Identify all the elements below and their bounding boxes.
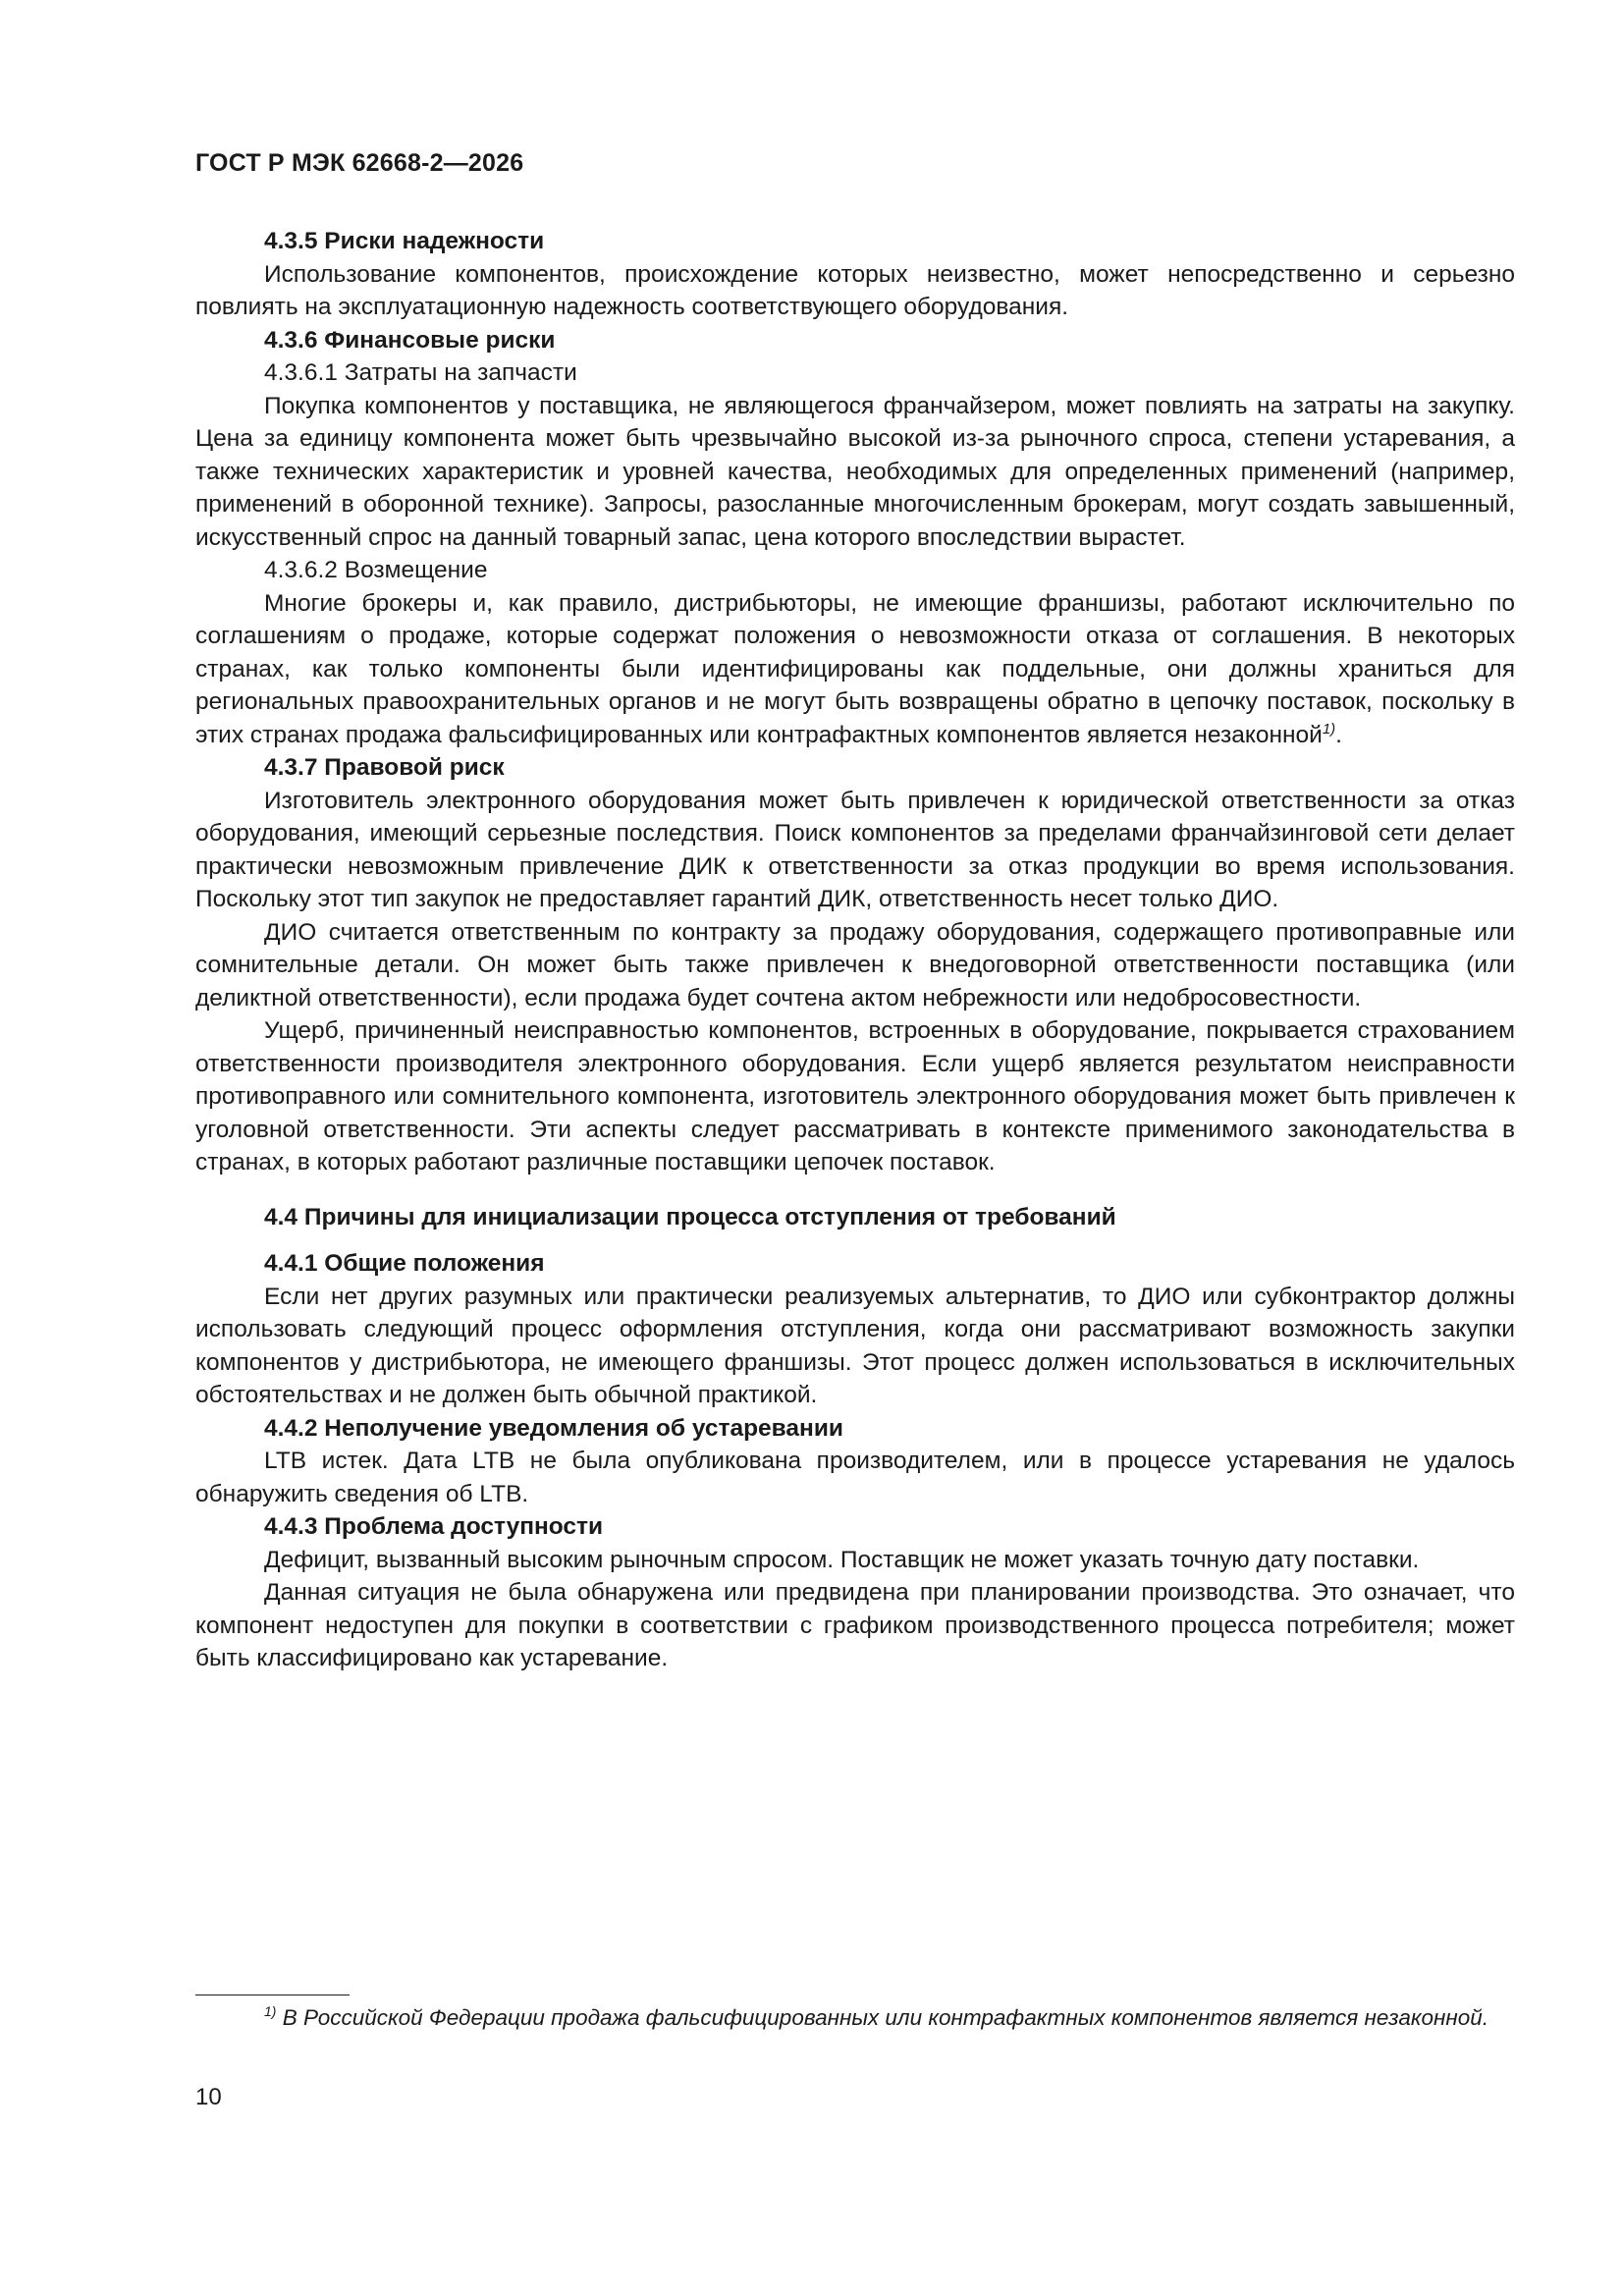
section-4-3-6-1-heading: 4.3.6.1 Затраты на запчасти: [264, 359, 577, 386]
page-number: 10: [195, 2084, 222, 2110]
section-4-4-3-paragraph-2: Данная ситуация не была обнаружена или предвидена при планировании производства. Это означает, что компонент недоступен для покупки в соответствии с графиком производственного процесса потребителя; может быть классифицировано как устаревание.: [195, 1579, 1515, 1671]
section-4-3-7-paragraph-1: Изготовитель электронного оборудования может быть привлечен к юридической ответственности за отказ оборудования, имеющий серьезные последствия. Поиск компонентов за пределами франчайзинговой сети делает практически невозможным привлечение ДИК к ответственности за отказ продукции во время использования. Поскольку этот тип закупок не предоставляет гарантий ДИК, ответственность несет только ДИО.: [195, 787, 1515, 912]
section-4-3-5-heading: 4.3.5 Риски надежности: [264, 228, 545, 254]
footnote-marker: 1): [264, 2003, 277, 2019]
section-4-3-6-2-text: Многие брокеры и, как правило, дистрибьюторы, не имеющие франшизы, работают исключительно по соглашениям о продаже, которые содержат положения о невозможности отказа от соглашения. В некоторых странах, как только компоненты были идентифицированы как поддельные, они должны храниться для региональных правоохранительных органов и не могут быть возвращены обратно в цепочку поставок, поскольку в этих странах продажа фальсифицированных или контрафактных компонентов является незаконной: [195, 589, 1515, 748]
section-4-3-6-2-end: .: [1335, 721, 1342, 748]
section-4-4-2-paragraph: LTB истек. Дата LTB не была опубликована производителем, или в процессе устаревания не удалось обнаружить сведения об LTB.: [195, 1448, 1515, 1507]
section-4-3-5-paragraph: Использование компонентов, происхождение которых неизвестно, может непосредственно и серьезно повлиять на эксплуатационную надежность соответствующего оборудования.: [195, 260, 1515, 320]
section-4-4-1-paragraph: Если нет других разумных или практически реализуемых альтернатив, то ДИО или субконтрактор должны использовать следующий процесс оформления отступления, когда они рассматривают возможность закупки компонентов у дистрибьютора, не имеющего франшизы. Этот процесс должен использоваться в исключительных обстоятельствах и не должен быть обычной практикой.: [195, 1283, 1515, 1408]
footnote: [195, 2002, 1515, 2033]
footnote-reference: 1): [1322, 720, 1336, 738]
section-4-4-2-heading: 4.4.2 Неполучение уведомления об устаревании: [264, 1414, 843, 1442]
section-4-4-heading: 4.4 Причины для инициализации процесса отступления от требований: [264, 1203, 1116, 1230]
standard-code-header: ГОСТ Р МЭК 62668-2—2026: [195, 149, 524, 177]
section-4-4-3-paragraph-1: Дефицит, вызванный высоким рыночным спросом. Поставщик не может указать точную дату поставки.: [264, 1546, 1420, 1573]
section-4-4-3-heading: 4.4.3 Проблема доступности: [264, 1513, 604, 1540]
section-4-3-6-heading: 4.3.6 Финансовые риски: [264, 326, 556, 354]
document-body: [195, 225, 1515, 1675]
footnote-text: В Российской Федерации продажа фальсифицированных или контрафактных компонентов является незаконной.: [276, 2005, 1489, 2030]
section-4-3-6-1-paragraph: Покупка компонентов у поставщика, не являющегося франчайзером, может повлиять на затраты на закупку. Цена за единицу компонента может быть чрезвычайно высокой из-за рыночного спроса, степени устаревания, а также технических характеристик и уровней качества, необходимых для определенных применений (например, применений в оборонной технике). Запросы, разосланные многочисленным брокерам, могут создать завышенный, искусственный спрос на данный товарный запас, цена которого впоследствии вырастет.: [195, 392, 1515, 551]
section-4-3-7-paragraph-2: ДИО считается ответственным по контракту за продажу оборудования, содержащего противоправные или сомнительные детали. Он может быть также привлечен к внедоговорной ответственности поставщика (или деликтной ответственности), если продажа будет сочтена актом небрежности или недобросовестности.: [195, 918, 1515, 1011]
section-4-4-1-heading: 4.4.1 Общие положения: [264, 1250, 545, 1277]
section-4-3-7-heading: 4.3.7 Правовой риск: [264, 754, 505, 781]
section-4-3-7-paragraph-3: Ущерб, причиненный неисправностью компонентов, встроенных в оборудование, покрывается страхованием ответственности производителя электронного оборудования. Если ущерб является результатом неисправности противоправного или сомнительного компонента, изготовитель электронного оборудования может быть привлечен к уголовной ответственности. Эти аспекты следует рассматривать в контексте применимого законодательства в странах, в которых работают различные поставщики цепочек поставок.: [195, 1017, 1515, 1175]
section-4-3-6-2-heading: 4.3.6.2 Возмещение: [264, 557, 488, 583]
section-4-3-6-2-paragraph: [195, 587, 1515, 752]
